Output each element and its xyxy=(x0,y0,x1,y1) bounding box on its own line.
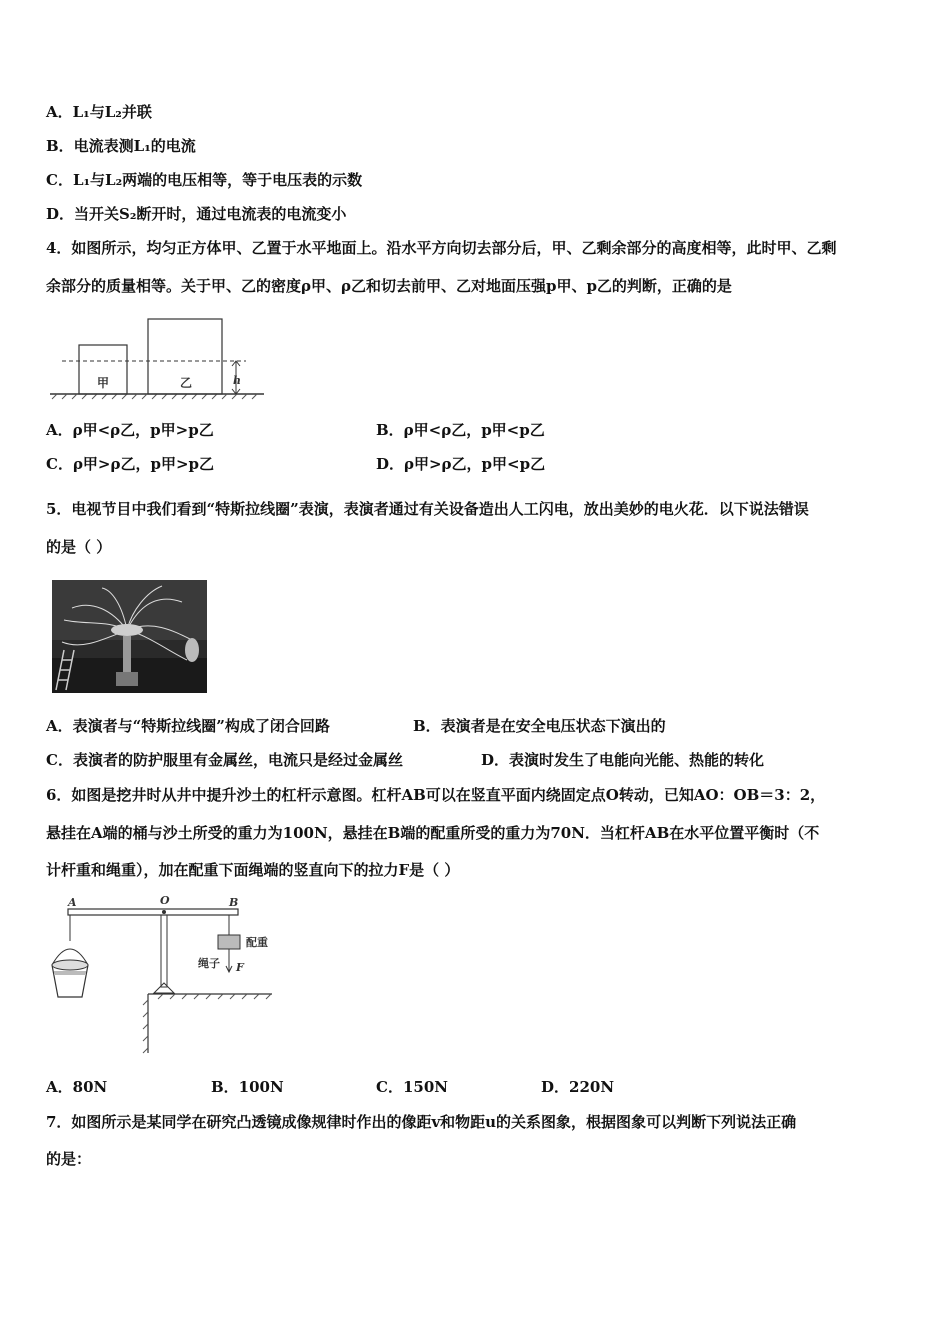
q5-stem-line-1: 5．电视节目中我们看到“特斯拉线圈”表演，表演者通过有关设备造出人工闪电，放出美妙的电火花．以下说法错误 xyxy=(46,500,809,518)
counterweight xyxy=(218,935,240,949)
q6-stem-line-1: 6．如图是挖井时从井中提升沙土的杠杆示意图。杠杆AB可以在竖直平面内绕固定点O转动，已知AO：OB＝3：2， xyxy=(46,786,826,804)
q7-stem-line-2: 的是： xyxy=(46,1150,92,1168)
q3-option-a: A．L₁与L₂并联 xyxy=(46,103,152,121)
q4-option-d: D．ρ甲>ρ乙，p甲<p乙 xyxy=(376,455,546,473)
counterweight-label: 配重 xyxy=(246,936,268,949)
tesla-coil-photo xyxy=(52,580,207,693)
q6-lever-figure xyxy=(46,893,276,1055)
q5-option-d: D．表演时发生了电能向光能、热能的转化 xyxy=(481,751,765,769)
q4-stem-line-1: 4．如图所示，均匀正方体甲、乙置于水平地面上。沿水平方向切去部分后，甲、乙剩余部分的高度相等，此时甲、乙剩 xyxy=(46,239,837,257)
q4-option-b: B．ρ甲<ρ乙，p甲<p乙 xyxy=(376,421,545,439)
q6-option-d: D．220N xyxy=(541,1078,615,1096)
q4-option-a: A．ρ甲<ρ乙，p甲>p乙 xyxy=(46,421,214,439)
lever-bar xyxy=(68,909,238,915)
q6-option-a: A．80N xyxy=(46,1078,108,1096)
q5-option-a: A．表演者与“特斯拉线圈”构成了闭合回路 xyxy=(46,717,330,735)
q6-stem-line-3: 计杆重和绳重），加在配重下面绳端的竖直向下的拉力F是（ ） xyxy=(46,861,460,879)
lever-b-label: B xyxy=(229,896,239,909)
q4-stem-line-2: 余部分的质量相等。关于甲、乙的密度ρ甲、ρ乙和切去前甲、乙对地面压强p甲、p乙的判断，正确的是 xyxy=(46,277,732,295)
q3-option-d: D．当开关S₂断开时，通过电流表的电流变小 xyxy=(46,205,347,223)
force-f-label: F xyxy=(236,961,244,974)
q4-cubes-figure xyxy=(46,314,268,402)
q7-stem-line-1: 7．如图所示是某同学在研究凸透镜成像规律时作出的像距v和物距u的关系图象，根据图象可以判断下列说法正确 xyxy=(46,1113,797,1131)
q5-stem-line-2: 的是（ ） xyxy=(46,538,112,556)
q6-option-c: C．150N xyxy=(376,1078,448,1096)
q3-option-c: C．L₁与L₂两端的电压相等，等于电压表的示数 xyxy=(46,171,363,189)
h-label: h xyxy=(233,374,241,387)
lever-a-label: A xyxy=(68,896,77,909)
yi-label: 乙 xyxy=(180,376,193,390)
q6-stem-line-2: 悬挂在A端的桶与沙土所受的重力为100N，悬挂在B端的配重所受的重力为70N．当杠杆AB在水平位置平衡时（不 xyxy=(46,824,820,842)
q6-option-b: B．100N xyxy=(211,1078,284,1096)
q5-option-b: B．表演者是在安全电压状态下演出的 xyxy=(413,717,666,735)
q3-option-b: B．电流表测L₁的电流 xyxy=(46,137,196,155)
q4-option-c: C．ρ甲>ρ乙，p甲>p乙 xyxy=(46,455,215,473)
jia-label: 甲 xyxy=(97,376,110,390)
q5-option-c: C．表演者的防护服里有金属丝，电流只是经过金属丝 xyxy=(46,751,403,769)
lever-o-label: O xyxy=(160,894,170,907)
rope-label: 绳子 xyxy=(198,957,220,970)
